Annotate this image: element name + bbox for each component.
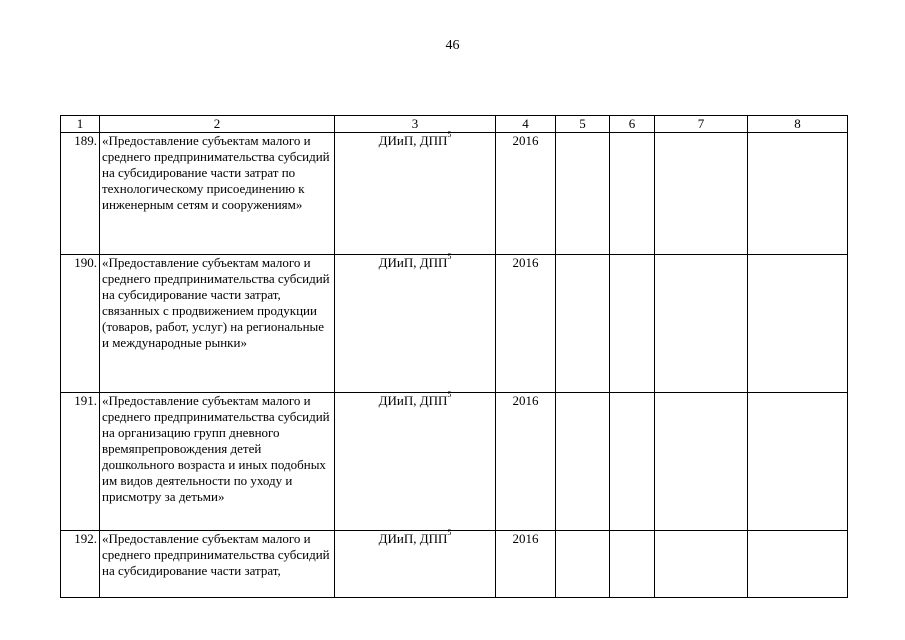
measure-name: «Предоставление субъектам малого и среднего предпринимательства субсидий на организацию групп дневного времяпрепровождения детей дошкольного возраста и иных подобных им видов деятельности по уходу и присмотру за детьми» <box>100 393 335 531</box>
cell-col-5 <box>556 393 610 531</box>
cell-col-7 <box>655 393 748 531</box>
measure-name: «Предоставление субъектам малого и среднего предпринимательства субсидий на субсидирование части затрат, связанных с продвижением продукции (товаров, работ, услуг) на региональные и международные рынки» <box>100 255 335 393</box>
table-row <box>61 531 848 598</box>
executor-cell <box>335 130 496 255</box>
executor-footnote-mark: 5 <box>447 390 452 399</box>
executor-cell <box>335 252 496 393</box>
column-header-3: 3 <box>335 116 496 133</box>
column-header-4: 4 <box>496 116 556 133</box>
cell-col-6 <box>610 255 655 393</box>
measure-name: «Предоставление субъектам малого и среднего предпринимательства субсидий на субсидирование части затрат по технологическому присоединению к инженерным сетям и сооружениям» <box>100 133 335 255</box>
cell-col-7 <box>655 133 748 255</box>
measure-name: «Предоставление субъектам малого и среднего предпринимательства субсидий на субсидирование части затрат, <box>100 531 335 598</box>
cell-col-6 <box>610 393 655 531</box>
cell-col-7 <box>655 255 748 393</box>
measures-table <box>60 115 848 598</box>
executor: ДИиП, ДПП <box>378 393 448 408</box>
cell-col-5 <box>556 133 610 255</box>
column-header-5: 5 <box>556 116 610 133</box>
cell-col-8 <box>748 133 848 255</box>
executor-footnote-mark: 5 <box>447 252 452 261</box>
row-number: 189. <box>61 133 100 255</box>
page-number: 46 <box>445 38 460 53</box>
cell-col-8 <box>748 255 848 393</box>
cell-col-5 <box>556 255 610 393</box>
executor: ДИиП, ДПП <box>378 255 448 270</box>
row-number: 191. <box>61 393 100 531</box>
cell-col-8 <box>748 393 848 531</box>
executor-cell <box>335 528 496 598</box>
year: 2016 <box>496 393 556 531</box>
executor-footnote-mark: 5 <box>447 528 452 537</box>
cell-col-5 <box>556 531 610 598</box>
year: 2016 <box>496 531 556 598</box>
column-numbers-row <box>61 116 848 133</box>
cell-col-6 <box>610 133 655 255</box>
executor-cell <box>335 390 496 531</box>
cell-col-6 <box>610 531 655 598</box>
table-row <box>61 393 848 531</box>
column-header-7: 7 <box>655 116 748 133</box>
year: 2016 <box>496 255 556 393</box>
column-header-8: 8 <box>748 116 848 133</box>
cell-col-8 <box>748 531 848 598</box>
table-row <box>61 255 848 393</box>
column-header-1: 1 <box>61 116 100 133</box>
executor-footnote-mark: 5 <box>447 130 452 139</box>
row-number: 192. <box>61 531 100 598</box>
cell-col-7 <box>655 531 748 598</box>
executor: ДИиП, ДПП <box>378 133 448 148</box>
row-number: 190. <box>61 255 100 393</box>
year: 2016 <box>496 133 556 255</box>
column-header-2: 2 <box>100 116 335 133</box>
column-header-6: 6 <box>610 116 655 133</box>
executor: ДИиП, ДПП <box>378 531 448 546</box>
table-row <box>61 133 848 255</box>
